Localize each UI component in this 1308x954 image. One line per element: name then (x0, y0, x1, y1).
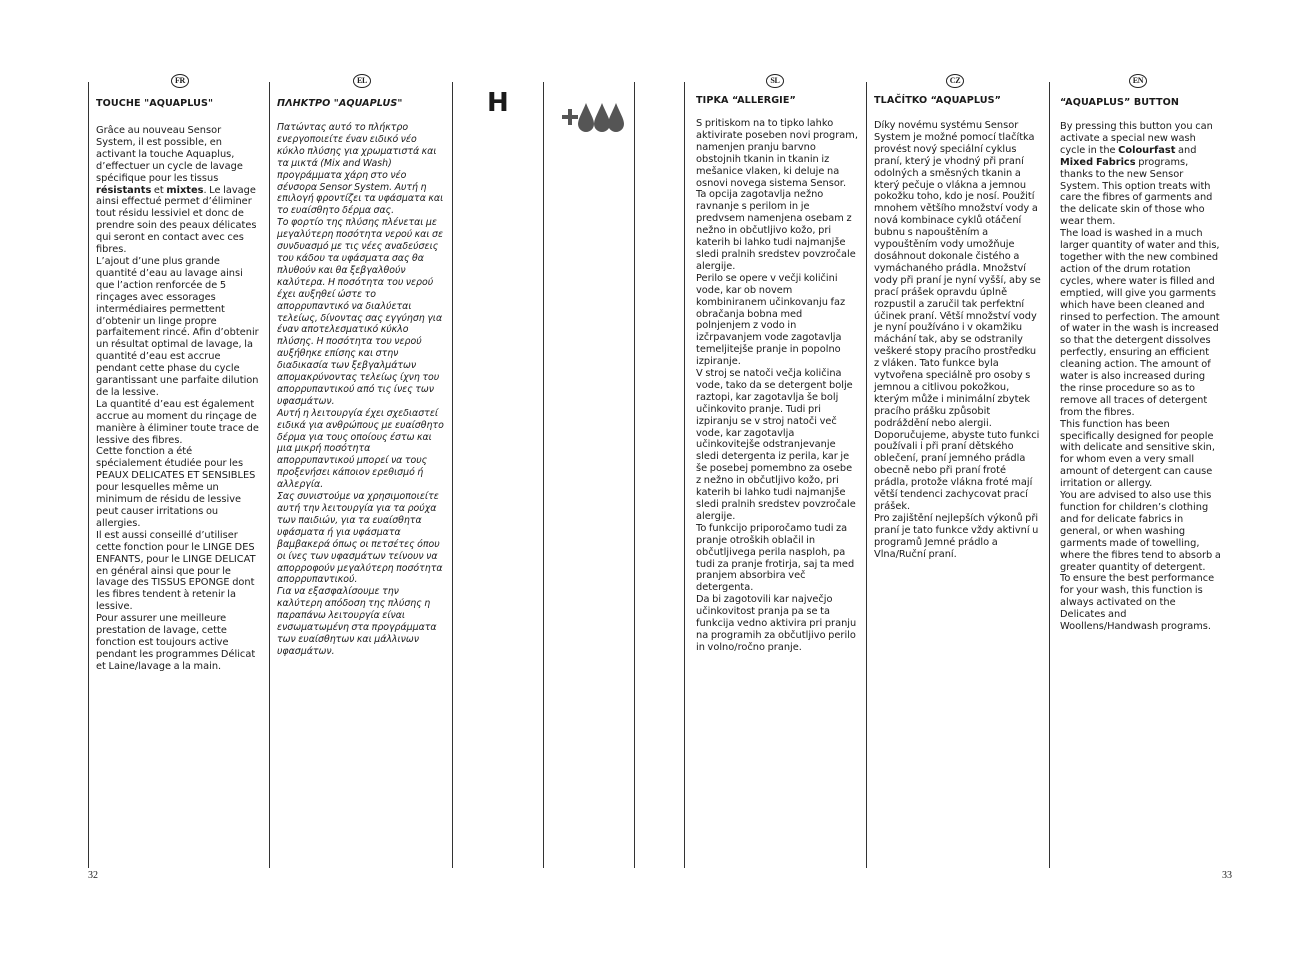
paragraph (96, 530, 260, 613)
section-title: TOUCHE "AQUAPLUS" (96, 98, 214, 109)
paragraph-text: Perilo se opere v večji količini vode, kar ob novem kombiniranem učinkovanju faz obračanja bobna med polnjenjem z vodo in izčrpavanjem vode zagotavlja temeljitejše pranje in popolno izpiranje. (696, 272, 846, 368)
paragraph (96, 613, 260, 673)
divider (1049, 82, 1050, 868)
paragraph-text: The load is washed in a much larger quantity of water and this, together with the new combined action of the drum rotation cycles, where water is filled and emptied, will give you garments which have been cleaned and rinsed to perfection. The amount of water in the wash is increased so that the detergent dissolves perfectly, ensuring an efficient cleaning action. The amount of water is also increased during the rinse procedure so as to remove all traces of detergent from the fibres. (1060, 228, 1220, 418)
language-badge-fr: FR (171, 74, 189, 88)
paragraph-text: To funkcijo priporočamo tudi za pranje otroških oblačil in občutljivega perila nasploh, pa tudi za pranje frotirja, saj ta med pranjem absorbira več detergenta. (696, 522, 855, 594)
paragraph-text: S pritiskom na to tipko lahko aktivirate poseben novi program, namenjen pranju barvno obstojnih tkanin in tkanin iz mešanice vlaken, ki deluje na osnovi novega sistema Sensor. Ta opcija zagotavlja nežno ravnanje s perilom in je predvsem namenjena osebam z nežno in občutljivo kožo, pri katerih bi lahko tudi najmanjše sledi pralnih sredstev povzročale alergije. (696, 118, 858, 272)
paragraph-text: et (151, 184, 167, 196)
divider (866, 82, 867, 868)
paragraph (1060, 573, 1222, 633)
paragraph-text: Da bi zagotovili kar največjo učinkovitost pranja pa se ta funkcija vedno aktivira pri pranju na programih za občutljivo perilo in volno/ročno pranje. (696, 594, 857, 653)
paragraph (696, 368, 858, 523)
section-letter: H (487, 88, 509, 118)
divider (88, 82, 89, 868)
paragraph-text: V stroj se natoči večja količina vode, tako da se detergent bolje raztopi, kar zagotavlja še bolj učinkovito pranje. Tudi pri izpiranju se v stroj natoči več vode, kar zagotavlja učinkovitejše odstranjevanje sledi detergenta iz perila, kar je še posebej pomembno za osebe z nežno in občutljivo kožo, pri katerih bi lahko tudi najmanjše sledi pralnih sredstev povzročale alergije. (696, 368, 856, 522)
divider (543, 82, 544, 868)
paragraph-text: Πατώντας αυτό το πλήκτρο ενεργοποιείτε έναν ειδικό νέο κύκλο πλύσης για χρωματιστά και τα μικτά (Mix and Wash) προγράμματα χάρη στο νέο σένσορα Sensor System. Αυτή η επιλογή φροντίζει τα υφάσματα και το ευαίσθητο δέρμα σας. (277, 122, 444, 217)
paragraph-text: programs, thanks to the new Sensor System. This option treats with care the fibres of garments and the delicate skin of those who wear them. (1060, 156, 1213, 228)
page-number-right: 33 (1222, 870, 1232, 881)
paragraph-text: . Le lavage ainsi effectué permet d’éliminer tout résidu lessiviel et donc de prendre soin des peaux délicates qui seront en contact avec ces fibres. (96, 184, 257, 256)
section-body (874, 120, 1042, 561)
section-body (96, 125, 260, 673)
paragraph (96, 446, 260, 529)
emphasis-text: Mixed Fabrics (1060, 156, 1136, 168)
paragraph (96, 399, 260, 447)
paragraph-text: By pressing this button you can activate a special new wash cycle in the (1060, 121, 1213, 156)
paragraph (874, 513, 1042, 561)
paragraph (96, 256, 260, 399)
paragraph-text: and (1175, 144, 1197, 156)
paragraph (1060, 490, 1222, 573)
emphasis-text: Colourfast (1118, 144, 1176, 156)
paragraph-text: La quantité d’eau est également accrue au moment du rinçage de manière à éliminer toute trace de lessive des fibres. (96, 398, 259, 446)
paragraph (277, 408, 445, 491)
divider (452, 82, 453, 868)
divider (269, 82, 270, 868)
language-badge-sl: SL (766, 74, 784, 88)
divider (684, 82, 685, 868)
paragraph (1060, 228, 1222, 419)
paragraph-text: To ensure the best performance for your wash, this function is always activated on the Delicates and Woollens/Handwash programs. (1060, 573, 1215, 633)
paragraph (277, 586, 445, 657)
paragraph (696, 118, 858, 273)
paragraph-text: Για να εξασφαλίσουμε την καλύτερη απόδοση της πλύσης η παραπάνω λειτουργία είναι ενσωματωμένη στα προγράμματα των ευαίσθητων και μάλλινων υφασμάτων. (277, 586, 437, 657)
paragraph-text: Cette fonction a été spécialement étudiée pour les PEAUX DELICATES ET SENSIBLES pour lesquelles même un minimum de résidu de lessive peut causer irritations ou allergies. (96, 446, 256, 529)
section-title: “AQUAPLUS” BUTTON (1060, 97, 1180, 108)
section-body (696, 118, 858, 654)
section-title: ΠΛΗΚΤΡΟ "AQUAPLUS" (277, 98, 403, 109)
emphasis-text: résistants (96, 184, 152, 196)
section-body (277, 122, 445, 658)
aquaplus-drops-icon (562, 101, 624, 139)
divider (634, 82, 635, 868)
paragraph-text: Pour assurer une meilleure prestation de lavage, cette fonction est toujours active pendant les programmes Délicat et Laine/lavage a la main. (96, 613, 256, 672)
paragraph-text: Σας συνιστούμε να χρησιμοποιείτε αυτή την λειτουργία για τα ρούχα των παιδιών, για τα ευαίσθητα υφάσματα ή για υφάσματα βαμβακερά όπως οι πετσέτες όπου οι ίνες των υφασμάτων τείνουν να απορροφούν μεγαλύτερη ποσότητα απορρυπαντικού. (277, 491, 443, 586)
paragraph (277, 491, 445, 586)
paragraph (1060, 121, 1222, 228)
section-title: TIPKA “ALLERGIE” (696, 95, 796, 106)
paragraph-text: Αυτή η λειτουργία έχει σχεδιαστεί ειδικά για ανθρώπους με ευαίσθητο δέρμα για τους οποίους έστω και μια μικρή ποσότητα απορρυπαντικού μπορεί να τους προξενήσει κάποιον ερεθισμό ή αλλεργία. (277, 407, 444, 491)
paragraph (696, 594, 858, 654)
paragraph (696, 523, 858, 594)
paragraph (874, 120, 1042, 513)
paragraph-text: Pro zajištění nejlepších výkonů při praní je tato funkce vždy aktivní u programů Jemné prádlo a Vlna/Ruční praní. (874, 512, 1039, 560)
paragraph (277, 217, 445, 408)
paragraph-text: Grâce au nouveau Sensor System, il est possible, en activant la touche Aquaplus, d’effectuer un cycle de lavage spécifique pour les tissus (96, 125, 243, 184)
language-badge-el: EL (353, 74, 371, 88)
paragraph (277, 122, 445, 217)
paragraph-text: You are advised to also use this function for children’s clothing and for delicate fabrics in general, or when washing garments made of towelling, where the fibres tend to absorb a greater quantity of detergent. (1060, 490, 1221, 573)
paragraph-text: This function has been specifically designed for people with delicate and sensitive skin, for whom even a very small amount of detergent can cause irritation or allergy. (1060, 418, 1215, 490)
language-badge-cz: CZ (946, 74, 964, 88)
emphasis-text: mixtes (166, 184, 204, 196)
paragraph-text: Il est aussi conseillé d’utiliser cette fonction pour le LINGE DES ENFANTS, pour le LINGE DELICAT en général ainsi que pour le lavage des TISSUS EPONGE dont les fibres tendent à retenir la lessive. (96, 529, 256, 613)
language-badge-en: EN (1129, 74, 1147, 88)
paragraph-text: Díky novému systému Sensor System je možné pomocí tlačítka provést nový speciální cyklus praní, který je vhodný při praní odolných a směsných tkanin a který pečuje o vlákna a jemnou pokožku toho, kdo je nosí. Použití mnohem většího množství vody a nová kombinace cyklů otáčení bubnu s napouštěním a vypouštěním vody umožňuje dosáhnout dokonale čistého a vymáchaného prádla. Množství vody při praní je nyní vyšší, aby se prací prášek opravdu úplně rozpustil a zaručil tak perfektní účinek praní. Větší množství vody je nyní používáno i v okamžiku máchání tak, aby se odstranily veškeré stopy pracího prostředku z vláken. Tato funkce byla vytvořena speciálně pro osoby s jemnou a citlivou pokožkou, kterým může i minimální zbytek pracího prášku způsobit podráždění nebo alergii. Doporučujeme, abyste tuto funkci používali i při praní dětského oblečení, praní jemného prádla obecně nebo při praní froté prádla, protože vlákna froté mají větší tendenci zachycovat prací prášek. (874, 120, 1041, 512)
paragraph-text: Το φορτίο της πλύσης πλένεται με μεγαλύτερη ποσότητα νερού και σε συνδυασμό με τις νέες αναδεύσεις του κάδου τα υφάσματα σας θα πλυθούν και θα ξεβγαλθούν καλύτερα. Η ποσότητα του νερού έχει αυξηθεί ώστε το απορρυπαντικό να διαλύεται τελείως, δίνοντας σας εγγύηση για έναν αποτελεσματικό κύκλο πλύσης. Η ποσότητα του νερού αυξήθηκε επίσης και στην διαδικασία των ξεβγαλμάτων απομακρύνοντας τελείως ίχνη του απορρυπαντικού από τις ίνες των υφασμάτων. (277, 217, 444, 407)
page-number-left: 32 (88, 870, 98, 881)
section-body (1060, 121, 1222, 633)
paragraph (696, 273, 858, 368)
paragraph (96, 125, 260, 256)
section-title: TLAČÍTKO “AQUAPLUS” (874, 95, 1002, 106)
paragraph (1060, 419, 1222, 490)
paragraph-text: L’ajout d’une plus grande quantité d’eau au lavage ainsi que l’action renforcée de 5 rinçages avec essorages intermédiaires permettent d’obtenir un linge propre parfaitement rincé. Afin d’obtenir un résultat optimal de lavage, la quantité d’eau est accrue pendant cette phase du cycle garantissant une parfaite dilution de la lessive. (96, 255, 259, 398)
